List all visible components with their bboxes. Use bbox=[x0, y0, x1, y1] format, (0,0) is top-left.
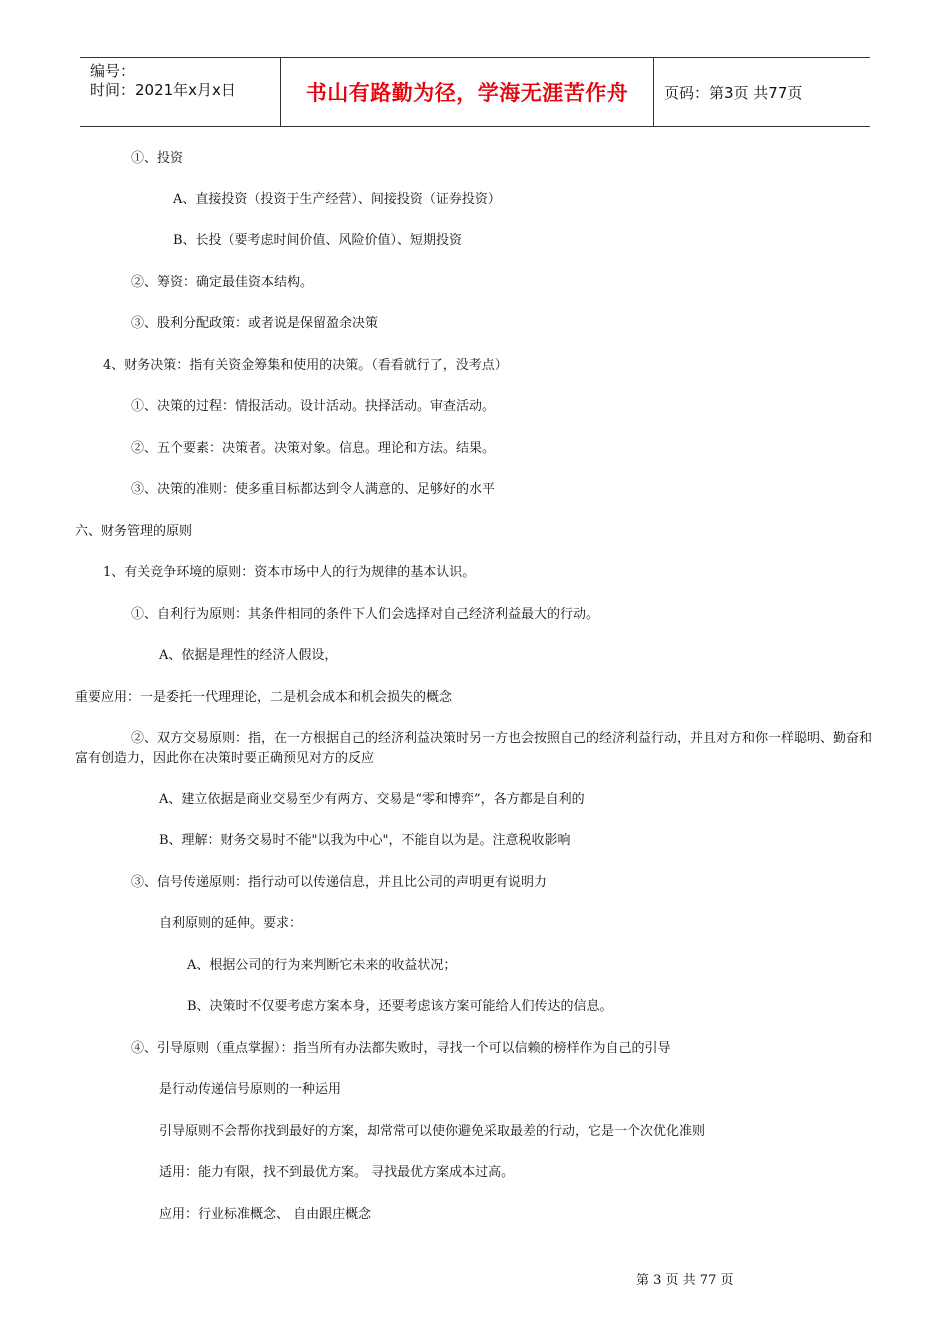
text-line: 4、财务决策：指有关资金筹集和使用的决策。（看看就行了，没考点） bbox=[103, 358, 508, 373]
text-line: A、建立依据是商业交易至少有两方、交易是“零和博弈”，各方都是自利的 bbox=[159, 792, 585, 807]
text-line: 是行动传递信号原则的一种运用 bbox=[159, 1082, 342, 1097]
text-line: ③、决策的准则：使多重目标都达到令人满意的、足够好的水平 bbox=[131, 482, 496, 497]
text-line: ①、投资 bbox=[131, 151, 184, 166]
header-motto: 书山有路勤为径，学海无涯苦作舟 bbox=[281, 58, 654, 126]
header-meta bbox=[80, 58, 281, 126]
text-line: 适用：能力有限，找不到最优方案。 寻找最优方案成本过高。 bbox=[159, 1165, 515, 1180]
text-line: A、根据公司的行为来判断它未来的收益状况； bbox=[187, 958, 457, 973]
text-line: ①、自利行为原则：其条件相同的条件下人们会选择对自己经济利益最大的行动。 bbox=[131, 607, 600, 622]
text-line: ③、信号传递原则：指行动可以传递信息，并且比公司的声明更有说明力 bbox=[131, 875, 548, 890]
text-line: B、理解：财务交易时不能"以我为中心"，不能自以为是。注意税收影响 bbox=[159, 833, 571, 848]
text-line: B、决策时不仅要考虑方案本身，还要考虑该方案可能给人们传达的信息。 bbox=[187, 999, 613, 1014]
text-line: ③、股利分配政策：或者说是保留盈余决策 bbox=[131, 316, 379, 331]
text-line: ①、决策的过程：情报活动。设计活动。抉择活动。审查活动。 bbox=[131, 399, 496, 414]
text-line: A、依据是理性的经济人假设， bbox=[159, 648, 338, 663]
text-line: 1、有关竞争环境的原则：资本市场中人的行为规律的基本认识。 bbox=[103, 565, 476, 580]
text-line: B、长投（要考虑时间价值、风险价值）、短期投资 bbox=[173, 233, 463, 248]
text-line: A、直接投资（投资于生产经营）、间接投资（证券投资） bbox=[173, 192, 501, 207]
text-paragraph: ②、双方交易原则：指，在一方根据自己的经济利益决策时另一方也会按照自己的经济利益行动，并且对方和你一样聪明、勤奋和富有创造力，因此你在决策时要正确预见对方的反应 bbox=[75, 731, 873, 766]
text-line: ②、筹资：确定最佳资本结构。 bbox=[131, 275, 314, 290]
text-line: 重要应用：一是委托一代理理论，二是机会成本和机会损失的概念 bbox=[75, 690, 453, 705]
header-page-number: 页码：第3页 共77页 bbox=[664, 83, 803, 102]
text-line: 引导原则不会帮你找到最好的方案，却常常可以使你避免采取最差的行动，它是一个次优化准则 bbox=[159, 1124, 706, 1139]
document-time-label: 时间：2021年x月x日 bbox=[90, 81, 236, 99]
page-header bbox=[80, 57, 870, 127]
text-line: ④、引导原则（重点掌握）：指当所有办法都失败时，寻找一个可以信赖的榜样作为自己的引导 bbox=[131, 1041, 671, 1056]
page-footer: 第 3 页 共 77 页 bbox=[636, 1273, 734, 1288]
text-line: 自利原则的延伸。要求： bbox=[159, 916, 303, 931]
section-heading: 六、财务管理的原则 bbox=[75, 524, 193, 539]
document-number-label: 编号： bbox=[90, 62, 136, 80]
text-line: ②、五个要素：决策者。决策对象。信息。理论和方法。结果。 bbox=[131, 441, 496, 456]
text-line: 应用：行业标准概念、 自由跟庄概念 bbox=[159, 1207, 372, 1222]
